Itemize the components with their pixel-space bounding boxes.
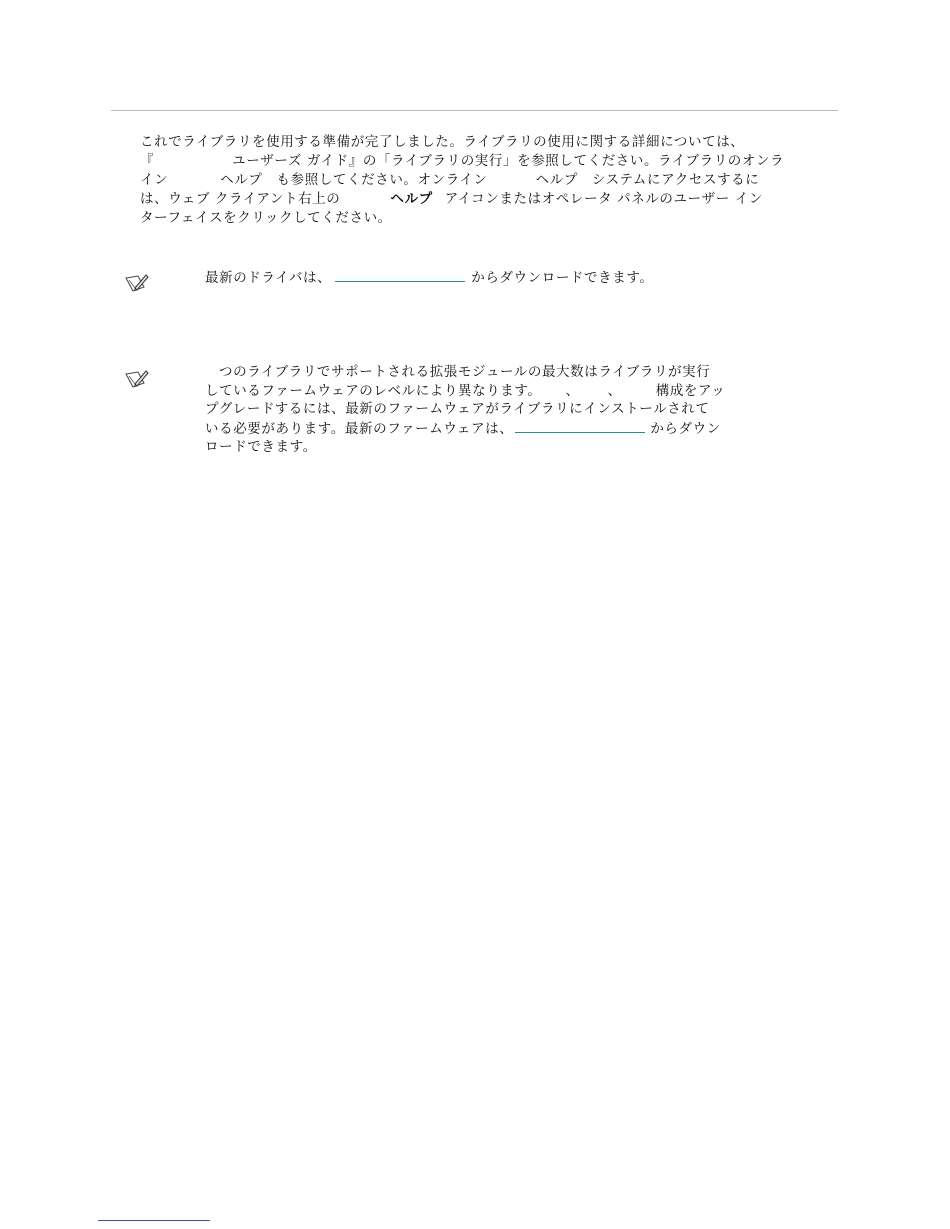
note-1-line-1: 最新のドライバは、 からダウンロードできます。 xyxy=(205,270,654,286)
paragraph-line-2: 『 ユーザーズ ガイド』の「ライブラリの実行」を参照してください。ライブラリのオンラ xyxy=(140,153,785,169)
paragraph-line-5: ターフェイスをクリックしてください。 xyxy=(140,210,392,226)
note-pencil-icon xyxy=(124,272,150,294)
note-2-line-4: いる必要があります。最新のファームウェアは、 からダウン xyxy=(205,420,721,437)
firmware-download-link[interactable] xyxy=(515,419,645,433)
note-2-line-2: しているファームウェアのレベルにより異なります。 、 、 構成をアッ xyxy=(205,382,726,399)
note-2-line-5: ロードできます。 xyxy=(205,439,317,455)
note-expansion-modules xyxy=(205,363,725,457)
note-driver-download xyxy=(205,268,653,288)
header-rule xyxy=(111,110,838,111)
paragraph-line-1: これでライブラリを使用する準備が完了しました。ライブラリの使用に関する詳細については、 xyxy=(140,134,745,150)
note-2-line-1: つのライブラリでサポートされる拡張モジュールの最大数はライブラリが実行 xyxy=(219,364,711,380)
footnote-link-rule xyxy=(98,1220,210,1221)
driver-download-link[interactable] xyxy=(335,268,465,282)
paragraph-line-4: は、ウェブ クライアント右上の ヘルプ アイコンまたはオペレータ パネルのユーザー イン xyxy=(140,191,763,207)
help-label: ヘルプ xyxy=(390,191,433,207)
note-2-line-3: プグレードするには、最新のファームウェアがライブラリにインストールされて xyxy=(205,401,710,417)
note-pencil-icon xyxy=(124,368,150,390)
body-paragraph xyxy=(140,133,840,228)
paragraph-line-3: イン ヘルプ も参照してください。オンライン ヘルプ システムにアクセスするに xyxy=(140,172,760,188)
